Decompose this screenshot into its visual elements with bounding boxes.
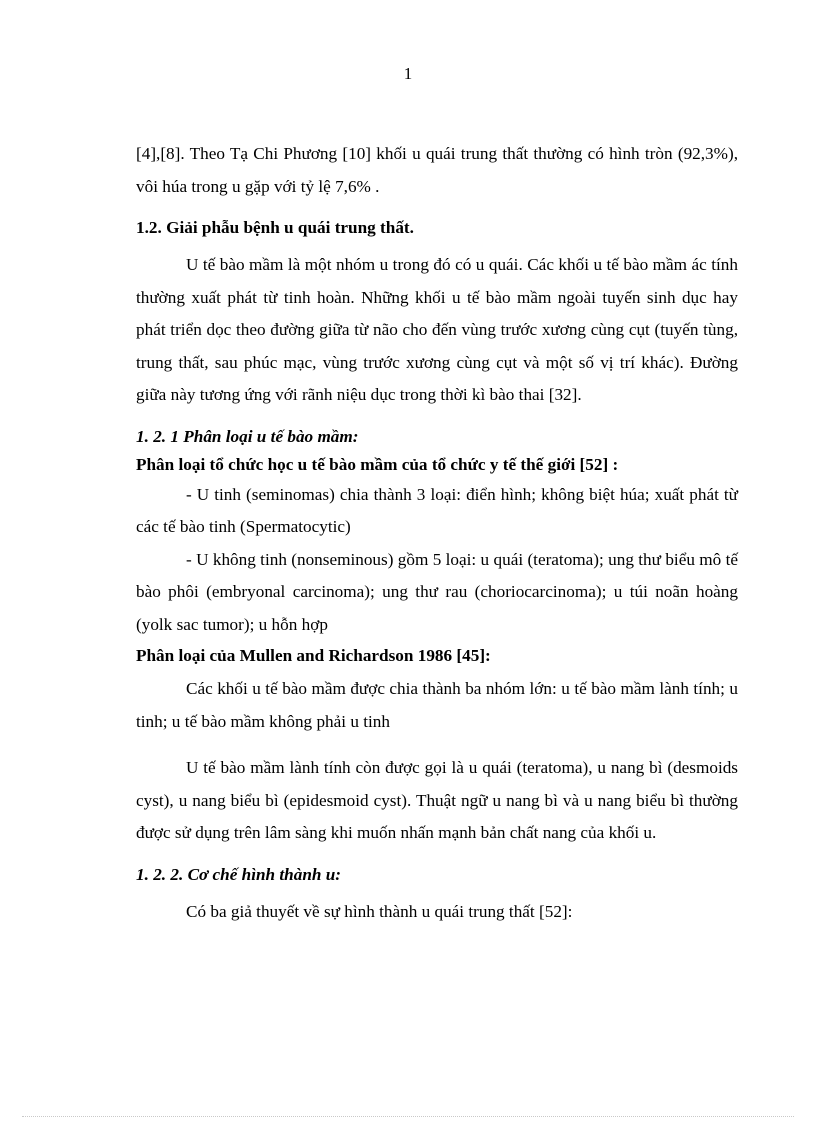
subsection-heading-1-2-1: 1. 2. 1 Phân loại u tế bào mầm: xyxy=(136,426,359,446)
paragraph-benign-teratoma: U tế bào mầm lành tính còn được gọi là u quái (teratoma), u nang bì (desmoids cyst), u nang biểu bì (epidesmoid cyst). Thuật ngữ u nang bì và u nang biểu bì thường được sử dụng trên lâm sàng khi muốn nhấn mạnh bản chất nang của khối u. xyxy=(136,758,738,842)
subsection-heading-1-2-2: 1. 2. 2. Cơ chế hình thành u: xyxy=(136,864,342,884)
page-number: 1 xyxy=(403,64,413,83)
paragraph-germ-cell: U tế bào mầm là một nhóm u trong đó có u quái. Các khối u tế bào mầm ác tính thường xuất phát từ tinh hoàn. Những khối u tế bào mầm ngoài tuyến sinh dục hay phát triển dọc theo đường giữa từ não cho đến vùng trước xương cùng cụt (tuyến tùng, trung thất, sau phúc mạc, vùng trước xương cùng cụt và một số vị trí khác). Đường giữa này tương ứng với rãnh niệu dục trong thời kì bào thai [32]. xyxy=(136,255,738,404)
list-item-nonseminous: - U không tinh (nonseminous) gồm 5 loại: u quái (teratoma); ung thư biểu mô tế bào phôi (embryonal carcinoma); ung thư rau (choriocarcinoma); u túi noãn hoàng (yolk sac tumor); u hỗn hợp xyxy=(136,549,738,634)
document-body xyxy=(136,138,738,928)
list-item-seminoma: - U tinh (seminomas) chia thành 3 loại: điển hình; không biệt húa; xuất phát từ các tế bào tinh (Spermatocytic) xyxy=(136,484,738,536)
heading-who-classification: Phân loại tổ chức học u tế bào mầm của tổ chức y tế thế giới [52] : xyxy=(136,454,619,474)
paragraph-three-groups: Các khối u tế bào mầm được chia thành ba nhóm lớn: u tế bào mầm lành tính; u tinh; u tế bào mầm không phải u tinh xyxy=(136,679,738,731)
page-bottom-divider xyxy=(22,1116,794,1117)
heading-mullen-classification: Phân loại của Mullen and Richardson 1986 [45]: xyxy=(136,646,491,665)
paragraph-intro: [4],[8]. Theo Tạ Chi Phương [10] khối u quái trung thất thường có hình tròn (92,3%), vôi húa trong u gặp với tỷ lệ 7,6% . xyxy=(136,144,738,196)
paragraph-hypotheses: Có ba giả thuyết về sự hình thành u quái trung thất [52]: xyxy=(186,901,573,921)
section-heading-1-2: 1.2. Giải phẫu bệnh u quái trung thất. xyxy=(136,218,414,237)
